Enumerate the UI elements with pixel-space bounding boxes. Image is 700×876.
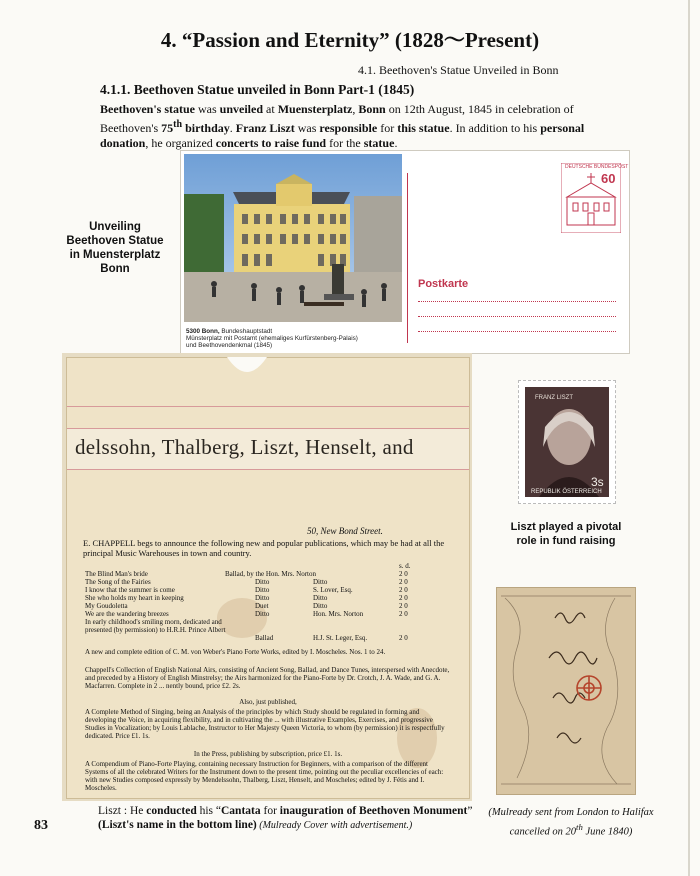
address-line <box>418 301 616 303</box>
page-number: 83 <box>34 818 48 833</box>
mulready-cover-halifax <box>496 587 636 795</box>
cover-notch-icon <box>227 357 267 381</box>
stamp-value: 3s <box>591 475 604 489</box>
page-border-rule <box>688 0 690 876</box>
page-title: 4. “Passion and Eternity” (1828～Present) <box>160 28 540 52</box>
advertisement-paragraph: A new and complete edition of C. M. von Weber's Piano Forte Works, edited by I. Moscheles. Nos. 1 to 24. <box>85 648 386 656</box>
cover-address: 50, New Bond Street. <box>307 526 383 536</box>
liszt-stamp-caption: Liszt played a pivotal role in fund raising <box>510 521 622 547</box>
postkarte-label: Postkarte <box>418 278 469 290</box>
advertisement-paragraph: A Compendium of Piano-Forte Playing, containing necessary Instruction for Beginners, with a comparison of the different Systems of all the celebrated Writers for the Instrument down to the present time, pointing out the peculiar excellencies of each: with new Studies composed expressly by Mendelssohn, Thalberg, Liszt, Henselt, and Moscheles; edited by J. Fétis and I. Moscheles. <box>85 760 444 792</box>
liszt-stamp <box>518 380 616 504</box>
advertisement-paragraph: In the Press, publishing by subscription, price £1. 1s. <box>193 750 343 758</box>
postcard <box>180 150 630 354</box>
cover-lead-text: E. CHAPPELL begs to announce the following new and popular publications, which may be had at all the principal Music Warehouses in town and country. <box>83 538 445 558</box>
subsection-title: 4.1.1. Beethoven Statue unveiled in Bonn Part-1 (1845) <box>100 82 415 97</box>
postcard-label: Unveiling Beethoven Statue in Muensterplatz Bonn <box>66 221 164 275</box>
advertisement-paragraph: A Complete Method of Singing, being an Analysis of the principles by which Study should be regulated in forming and developing the Voice, in acquiring flexibility, and in cultivating the ... with illustrative Examples, Exercises, and progressive Studies in Vocalization; by Louis Lablache, Instructor to Her Majesty Queen Victoria, to whom (by permission) it is respectfully dedicated. Price £1. 1s. <box>85 708 445 740</box>
postcard-divider <box>407 173 408 343</box>
mulready-advertisement-cover: delssohn, Thalberg, Liszt, Henselt, and 50, New Bond Street. E. CHAPPELL begs to announce the following new and popular publications, which may be had at all the principal Music Warehouses in town and country. s. d. The Blind Man's bride Ballad, by the Hon. Mrs. Norton 2 0 The Song of the Fairies Ditto Ditto 2 0 I know that the summer is come Ditto S. Lover, Esq. 2 0 She who holds my heart in keeping Ditto Ditto 2 0 My Goudoletta Duet Ditto 2 0 We are the wandering breezes Ditto Hon. Mrs. Norton 2 0 In early childhood's smiling morn, dedicated and presented (by permission) to H.R.H. Prince Albert Ballad H.J. St. Leger, Esq. 2 0 A new and complete edition of C. M. von Weber's Piano Forte Works, edited by I. Moscheles. Nos. 1 to 24. Chappell's Collection of English National Airs, consisting of Ancient Song, Ballad, and Dance Tunes, interspersed with Anecdote, and preceded by a History of English Minstrelsy; the Airs harmonized for the Piano-Forte by Dr. Crotch, J. A. Wade, and G. A. Macfarren. Complete in 2 ... nently bound, price £2. 2s. Also, just published, A Complete Method of Singing, being an Analysis of the principles by which Study should be regulated in forming and developing the Voice, in acquiring flexibility, and in cultivating the ... with illustrative Examples, Exercises, and progressive Studies in Vocalization; by Louis Lablache, Instructor to Her Majesty Queen Victoria, to whom (by permission) it is respectfully dedicated. Price £1. 1s. In the Press, publishing by subscription, price £1. 1s. A Compendium of Piano-Forte Playing, containing necessary Instruction for Beginners, with a comparison of the different Systems of all the celebrated Writers for the Instrument down to the present time, pointing out the peculiar excellencies of each: with new Studies composed expressly by Mendelssohn, Thalberg, Liszt, Henselt, and Moscheles; edited by J. Fétis and I. Moscheles. <box>66 357 470 799</box>
composer-names-strip: delssohn, Thalberg, Liszt, Henselt, and <box>75 435 414 459</box>
advertisement-paragraph: Also, just published, <box>239 698 297 706</box>
liszt-portrait-icon <box>525 387 609 497</box>
advertisement-paragraph: Chappell's Collection of English National Airs, consisting of Ancient Song, Ballad, and Dance Tunes, interspersed with Anecdote, and preceded by a History of English Minstrelsy; the Airs harmonized for the Piano-Forte by Dr. Crotch, J. A. Wade, and G. A. Macfarren. Complete in 2 ... nently bound, price £2. 2s. <box>85 666 450 690</box>
stamp-name: FRANZ LISZT <box>535 395 574 401</box>
intro-paragraph: Beethoven's statue was unveiled at Muensterplatz, Bonn on 12th August, 1845 in celebration of Beethoven's 75th birthday. Franz Liszt was responsible for this statue. In addition to his personal donation, he organized concerts to raise fund for the statue. <box>100 102 585 150</box>
cover-caption: Liszt : He conducted his “Cantata for inauguration of Beethoven Monument” (Liszt's name in the bottom line) (Mulready Cover with advertisement.) <box>98 805 473 831</box>
list-item: In early childhood's smiling morn, dedicated and presented (by permission) to H.R.H. Prince Albert Ballad H.J. St. Leger, Esq. 2 0 <box>85 618 408 642</box>
imprint-value: 60 <box>601 171 616 186</box>
address-line <box>418 331 616 333</box>
cover-rule <box>67 406 469 407</box>
mulready-caption: (Mulready sent from London to Halifax cancelled on 20th June 1840) <box>488 807 654 838</box>
postcard-photo-muensterplatz <box>184 154 402 322</box>
section-reference: 4.1. Beethoven's Statue Unveiled in Bonn <box>358 63 559 77</box>
imprint-country: DEUTSCHE BUNDESPOST <box>565 164 629 170</box>
postcard-caption: 5300 Bonn, Bundeshauptstadt Münsterplatz mit Postamt (ehemaliges Kurfürstenberg-Palais) und Beethovendenkmal (1845) <box>186 328 358 349</box>
stamp-country: REPUBLIK ÖSTERREICH <box>531 489 602 495</box>
address-line <box>418 316 616 318</box>
